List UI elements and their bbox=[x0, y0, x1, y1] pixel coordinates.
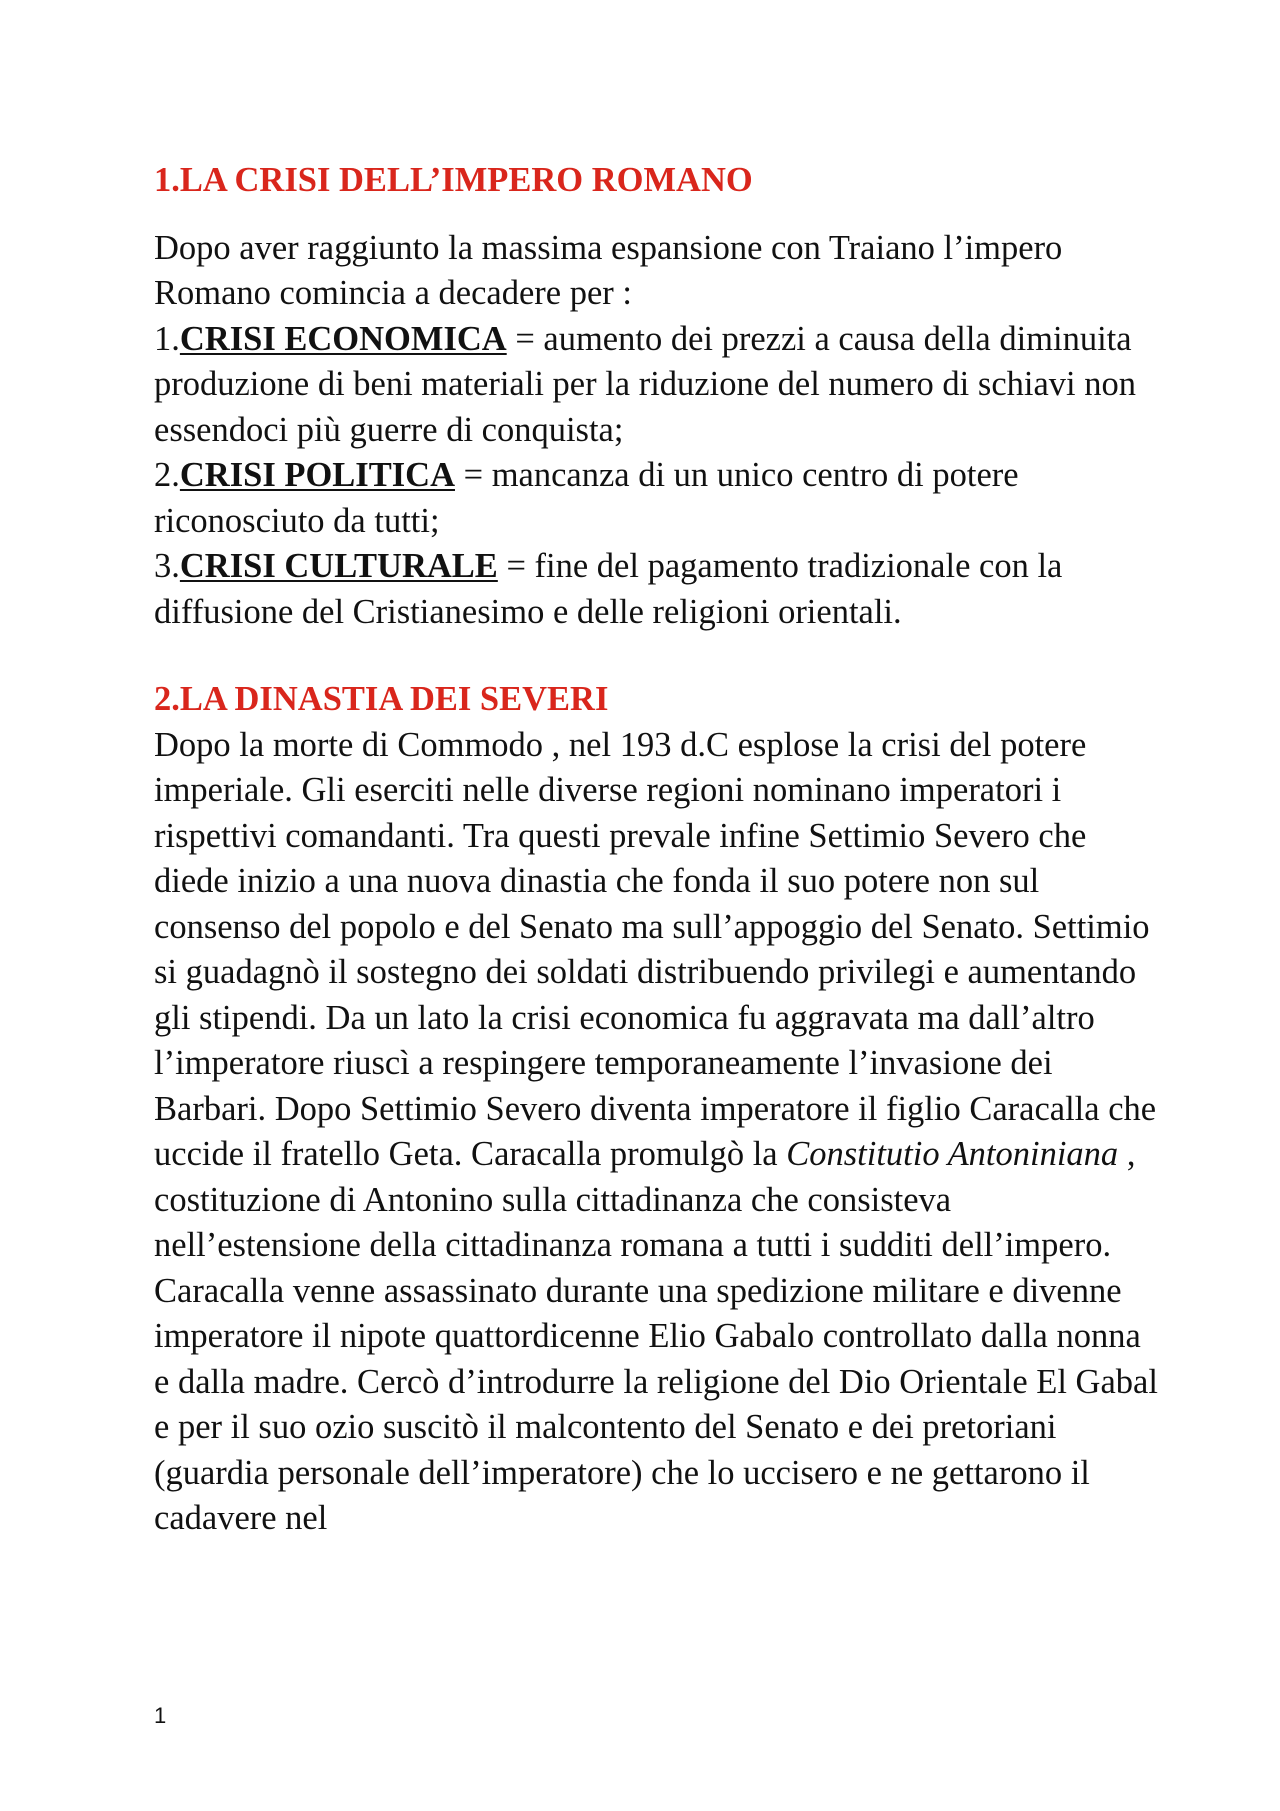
section2-paragraph-1 bbox=[154, 723, 1164, 1269]
crisis-item-culturale bbox=[154, 544, 1164, 635]
item-text: = fine del pagamento tradizionale con la diffusione del Cristianesimo e delle religioni orientali. bbox=[154, 547, 1063, 631]
page-number: 1 bbox=[154, 1703, 167, 1728]
section-heading-severi: 2.LA DINASTIA DEI SEVERI bbox=[154, 680, 609, 718]
crisis-item-politica bbox=[154, 453, 1164, 544]
item-number: 1. bbox=[154, 319, 180, 358]
section1-intro: Dopo aver raggiunto la massima espansione con Traiano l’impero Romano comincia a decadere per : bbox=[154, 228, 1063, 312]
section2-paragraph-2: Caracalla venne assassinato durante una spedizione militare e divenne imperatore il nipote quattordicenne Elio Gabalo controllato dalla nonna e dalla madre. Cercò d’introdurre la religione del Dio Orientale El Gabal e per il suo ozio suscitò il malcontento del Senato e dei pretoriani (guardia personale dell’imperatore) che lo uccisero e ne gettarono il cadavere nel bbox=[154, 1271, 1158, 1537]
item-term: CRISI POLITICA bbox=[179, 456, 455, 494]
item-term: CRISI ECONOMICA bbox=[179, 319, 507, 358]
paragraph-text: Dopo la morte di Commodo , nel 193 d.C esplose la crisi del potere imperiale. Gli eserciti nelle diverse regioni nominano imperatori i rispettivi comandanti. Tra questi prevale infine Settimio Severo che diede inizio a una nuova dinastia che fonda il suo potere non sul consenso del popolo e del Senato ma sull’appoggio del Senato. Settimio si guadagnò il sostegno dei soldati distribuendo privilegi e aumentando gli stipendi. Da un lato la crisi economica fu aggravata ma dall’altro l’imperatore riuscì a respingere temporaneamente l’invasione dei Barbari. Dopo Settimio Severo diventa imperatore il figlio Caracalla che uccide il fratello Geta. Caracalla promulgò la bbox=[154, 725, 1157, 1173]
crisis-item-economica bbox=[154, 317, 1164, 454]
paragraph-text: , costituzione di Antonino sulla cittadinanza che consisteva nell’estensione della cittadinanza romana a tutti i sudditi dell’impero. bbox=[154, 1135, 1136, 1264]
section-heading-crisi: 1.LA CRISI DELL’IMPERO ROMANO bbox=[154, 161, 753, 199]
item-text: = aumento dei prezzi a causa della diminuita produzione di beni materiali per la riduzione del numero di schiavi non essendoci più guerre di conquista; bbox=[154, 319, 1136, 449]
item-text: = mancanza di un unico centro di potere riconosciuto da tutti; bbox=[154, 456, 1019, 540]
document-body bbox=[154, 158, 1164, 1542]
item-term: CRISI CULTURALE bbox=[179, 547, 498, 585]
item-number: 2. bbox=[154, 456, 180, 494]
italic-title: Constitutio Antoniniana bbox=[786, 1135, 1119, 1173]
item-number: 3. bbox=[154, 547, 180, 585]
